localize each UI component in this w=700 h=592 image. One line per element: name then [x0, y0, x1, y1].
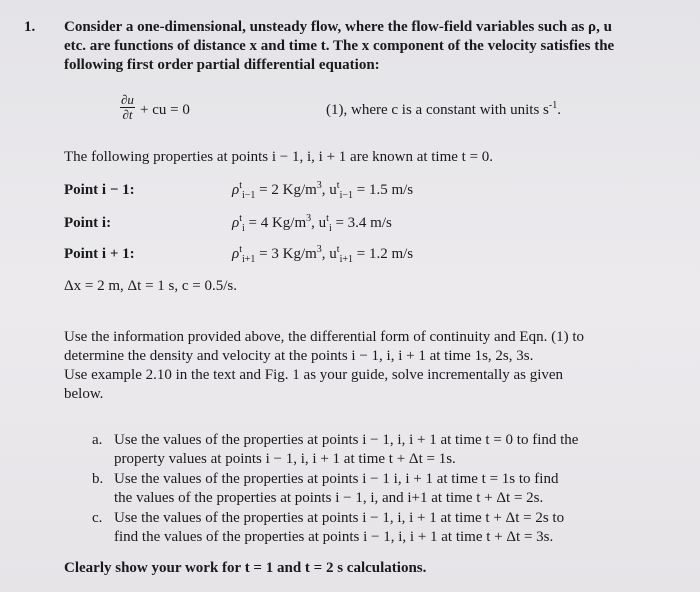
- task-line: Use the values of the properties at points i − 1, i, i + 1 at time t + Δt = 2s to: [114, 510, 565, 526]
- equation-numerator: ∂u: [121, 92, 134, 107]
- closing-instruction: Clearly show your work for t = 1 and t = 2 s calculations.: [64, 560, 427, 576]
- task-marker: c.: [92, 510, 103, 526]
- intro-line-3: following first order partial differential equation:: [64, 57, 380, 73]
- deltas-line: Δx = 2 m, Δt = 1 s, c = 0.5/s.: [64, 278, 238, 294]
- equation-denominator: ∂t: [122, 107, 133, 122]
- task-line: Use the values of the properties at points i − 1, i, i + 1 at time t = 0 to find the: [114, 432, 579, 448]
- point-values: $\rho^t_i = 4$ $Kg/m^3$, $u^t_i = 3.4$ m/s: [232, 213, 392, 234]
- intro-line-1: Consider a one-dimensional, unsteady flow, where the flow-field variables such as ρ, u: [64, 19, 612, 35]
- equation-rest: + cu = 0: [140, 102, 190, 118]
- use-line-3: Use example 2.10 in the text and Fig. 1 as your guide, solve incrementally as given: [64, 367, 564, 383]
- point-label: Point i:: [64, 215, 112, 231]
- task-marker: b.: [92, 471, 104, 487]
- known-properties-line: The following properties at points i − 1, i, i + 1 are known at time t = 0.: [64, 149, 494, 165]
- task-line: find the values of the properties at points i − 1, i, i + 1 at time t + Δt = 3s.: [114, 529, 554, 545]
- point-values: $\rho^t_{i+1} = 3$ $Kg/m^3$, $u^t_{i+1} = 1.2$ m/s: [232, 244, 414, 265]
- use-line-4: below.: [64, 386, 104, 402]
- task-line: Use the values of the properties at points i − 1 i, i + 1 at time t = 1s to find: [114, 471, 559, 487]
- task-marker: a.: [92, 432, 103, 448]
- equation-fraction: [120, 93, 135, 122]
- problem-number: 1.: [24, 19, 36, 35]
- use-line-1: Use the information provided above, the differential form of continuity and Eqn. (1) to: [64, 329, 584, 345]
- point-values: $\rho^t_{i-1} = 2$ $Kg/m^3$, $u^t_{i-1} = 1.5$ m/s: [232, 180, 414, 201]
- task-line: property values at points i − 1, i, i + 1 at time t + Δt = 1s.: [114, 451, 456, 467]
- use-line-2: determine the density and velocity at the points i − 1, i, i + 1 at time 1s, 2s, 3s.: [64, 348, 534, 364]
- point-label: Point i + 1:: [64, 246, 135, 262]
- intro-line-2: etc. are functions of distance x and time t. The x component of the velocity satisfies the: [64, 38, 615, 54]
- equation-label: (1), where c is a constant with units $s^{-1}$.: [326, 100, 561, 118]
- task-line: the values of the properties at points i − 1, i, and i+1 at time t + Δt = 2s.: [114, 490, 544, 506]
- point-label: Point i − 1:: [64, 182, 135, 198]
